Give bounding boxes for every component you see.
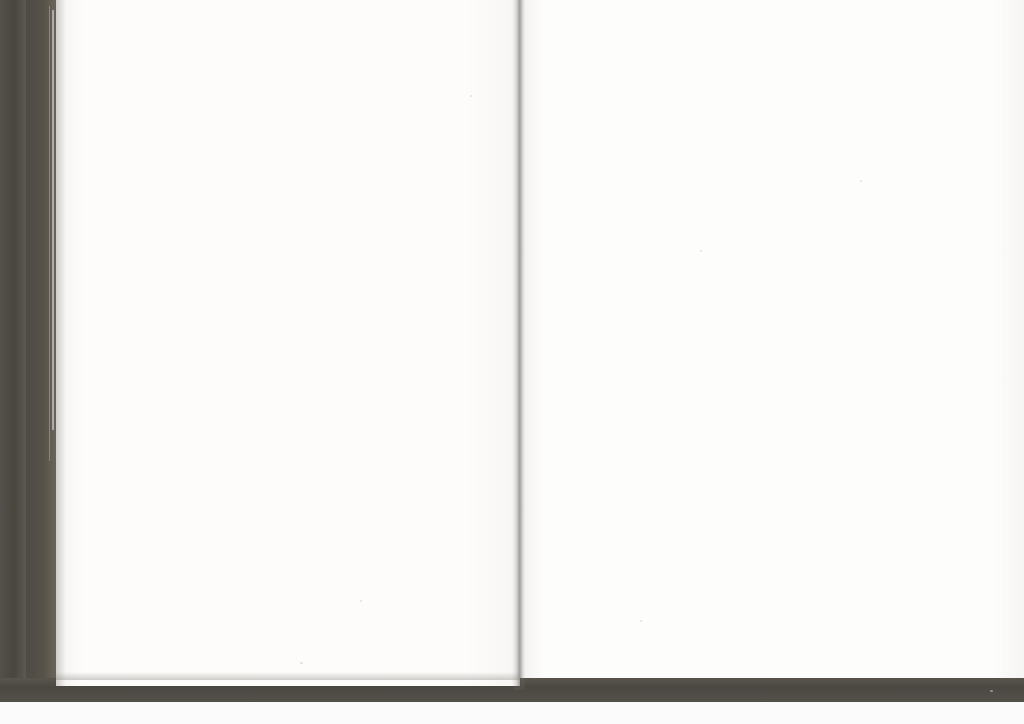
scanner-bed-left-band <box>0 0 26 692</box>
scan-light-streak <box>52 10 54 430</box>
scan-speck <box>860 180 862 182</box>
book-page-left <box>56 0 520 686</box>
scan-speck <box>470 95 472 97</box>
left-page-bottom-edge <box>56 672 520 680</box>
scan-speck <box>700 250 702 252</box>
book-page-right <box>523 0 1024 678</box>
scan-speck <box>640 620 642 622</box>
scan-speck <box>300 662 303 664</box>
scan-speck <box>360 600 362 602</box>
scan-speck <box>990 690 993 692</box>
scan-light-streak-secondary <box>49 6 50 461</box>
